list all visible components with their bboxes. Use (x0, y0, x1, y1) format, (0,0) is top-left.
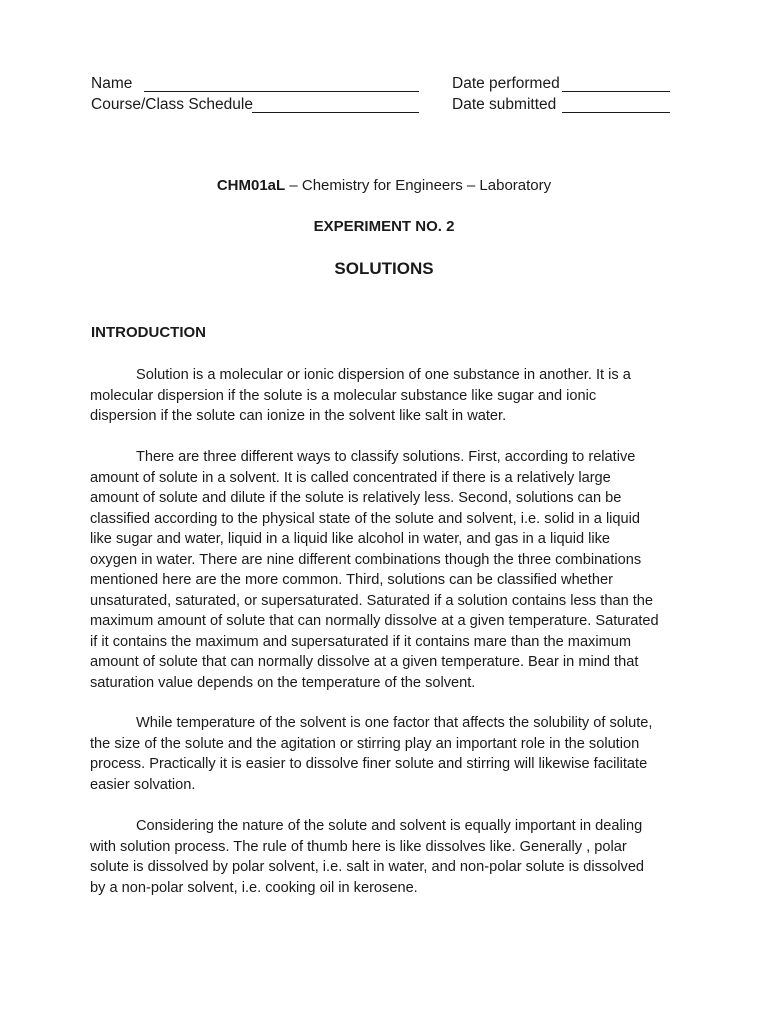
date-performed-label: Date performed (452, 75, 560, 92)
intro-paragraph-4 (90, 816, 644, 898)
name-label: Name (91, 75, 133, 92)
paragraph-line: classified according to the physical state of the solute and solvent, i.e. solid in a liquid (90, 510, 641, 527)
course-name: – Chemistry for Engineers – Laboratory (285, 177, 552, 194)
paragraph-line: amount of solute in a solvent. It is called concentrated if there is a relatively large (90, 469, 611, 486)
paragraph-line: dispersion if the solute can ionize in the solvent like salt in water. (90, 408, 507, 424)
course-title (0, 177, 768, 194)
paragraph-line: easier solvation. (90, 776, 196, 793)
intro-paragraph-2 (90, 447, 659, 693)
date-submitted-label: Date submitted (452, 96, 557, 113)
date-submitted-blank-line (562, 112, 670, 113)
paragraph-line: amount of solute and dilute if the solute is relatively less. Second, solutions can be (90, 490, 622, 506)
paragraph-line: Considering the nature of the solute and solvent is equally important in dealing (136, 818, 643, 834)
paragraph-line: amount of solute that can normally dissolve at a given temperature. Bear in mind that (90, 654, 639, 670)
paragraph-line: by a non-polar solvent, i.e. cooking oil in kerosene. (90, 879, 418, 896)
course-class-schedule-blank-line (252, 112, 419, 113)
introduction-heading: INTRODUCTION (91, 324, 206, 341)
paragraph-line: unsaturated, saturated, or supersaturated. Saturated if a solution contains less than the (90, 592, 654, 609)
paragraph-line: oxygen in water. There are nine different combinations though the three combinations (90, 551, 642, 568)
paragraph-line: maximum amount of solute that can normally dissolve at a given temperature. Saturated (90, 613, 659, 629)
course-class-schedule-label: Course/Class Schedule (91, 96, 253, 113)
document-title: SOLUTIONS (334, 259, 434, 278)
name-blank-line (144, 91, 419, 92)
paragraph-line: Solution is a molecular or ionic dispersion of one substance in another. It is a (136, 367, 631, 383)
paragraph-line: molecular dispersion if the solute is a molecular substance like sugar and ionic (90, 387, 597, 404)
paragraph-line: if it contains the maximum and supersaturated if it contains mare than the maximum (90, 633, 632, 650)
paragraph-line: While temperature of the solvent is one factor that affects the solubility of solute, (136, 715, 653, 731)
paragraph-line: like sugar and water, liquid in a liquid like alcohol in water, and gas in a liquid like (90, 531, 611, 547)
course-code: CHM01aL (216, 177, 286, 194)
paragraph-line: solute is dissolved by polar solvent, i.e. salt in water, and non-polar solute is dissolved (90, 859, 645, 875)
experiment-number: EXPERIMENT NO. 2 (313, 218, 455, 235)
intro-paragraph-3 (90, 713, 652, 795)
paragraph-line: saturation value depends on the temperature of the solvent. (90, 674, 476, 691)
paragraph-line: process. Practically it is easier to dissolve finer solute and stirring will likewise facilitate (90, 756, 648, 772)
paragraph-line: mentioned here are the more common. Third, solutions can be classified whether (90, 572, 613, 588)
paragraph-line: with solution process. The rule of thumb here is like dissolves like. Generally , polar (90, 838, 627, 855)
paragraph-line: There are three different ways to classify solutions. First, according to relative (136, 449, 636, 465)
date-performed-blank-line (562, 91, 670, 92)
paragraph-line: the size of the solute and the agitation or stirring play an important role in the solution (90, 735, 640, 752)
intro-paragraph-1 (90, 365, 631, 427)
